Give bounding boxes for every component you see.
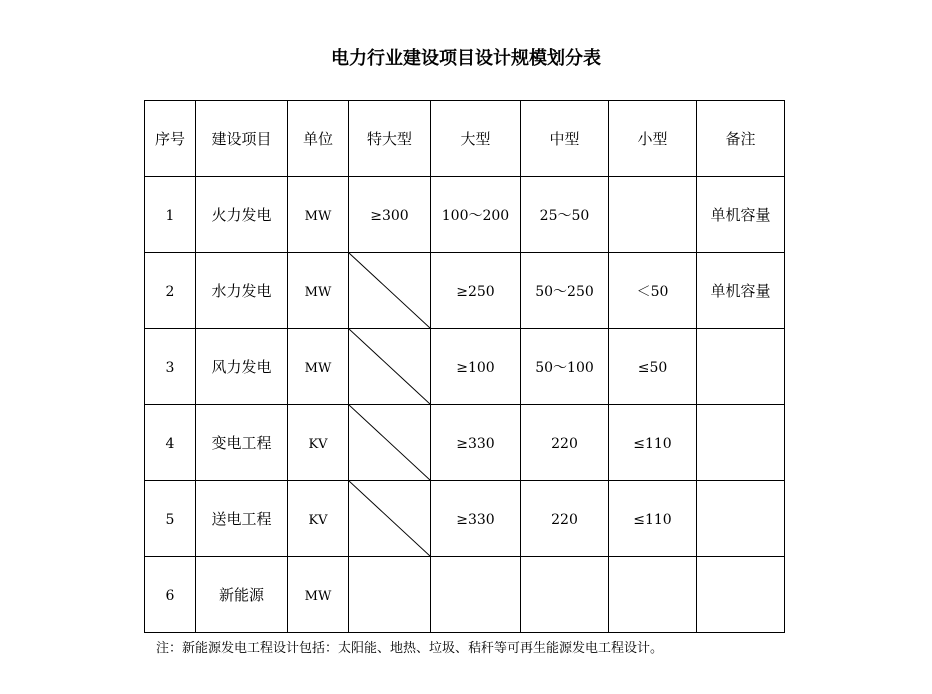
row-small: ＜50 — [609, 253, 697, 329]
row-large: 100～200 — [431, 177, 521, 253]
header-large: 大型 — [431, 101, 521, 177]
row-large: ≥330 — [431, 405, 521, 481]
diagonal-slash — [349, 481, 430, 556]
row-xlarge — [349, 329, 431, 405]
row-unit: KV — [288, 481, 349, 557]
row-note — [697, 405, 785, 481]
row-xlarge — [349, 253, 431, 329]
row-unit: MW — [288, 329, 349, 405]
row-project: 变电工程 — [196, 405, 288, 481]
table-row — [145, 405, 785, 481]
row-project: 风力发电 — [196, 329, 288, 405]
row-xlarge — [349, 481, 431, 557]
table-row — [145, 177, 785, 253]
row-note — [697, 481, 785, 557]
row-large — [431, 557, 521, 633]
row-large: ≥100 — [431, 329, 521, 405]
row-no: 3 — [145, 329, 196, 405]
page-title: 电力行业建设项目设计规模划分表 — [331, 48, 601, 69]
scale-table — [144, 100, 785, 633]
row-no: 1 — [145, 177, 196, 253]
table-row — [145, 557, 785, 633]
row-no: 5 — [145, 481, 196, 557]
header-row — [145, 101, 785, 177]
header-medium: 中型 — [521, 101, 609, 177]
header-small: 小型 — [609, 101, 697, 177]
row-medium: 220 — [521, 481, 609, 557]
row-unit: KV — [288, 405, 349, 481]
row-no: 4 — [145, 405, 196, 481]
header-unit: 单位 — [288, 101, 349, 177]
header-note: 备注 — [697, 101, 785, 177]
row-medium — [521, 557, 609, 633]
row-unit: MW — [288, 253, 349, 329]
row-no: 2 — [145, 253, 196, 329]
row-unit: MW — [288, 557, 349, 633]
diagonal-slash — [349, 405, 430, 480]
row-project: 水力发电 — [196, 253, 288, 329]
diagonal-slash — [349, 329, 430, 404]
row-medium: 50～250 — [521, 253, 609, 329]
footnote: 注：新能源发电工程设计包括：太阳能、地热、垃圾、秸秆等可再生能源发电工程设计。 — [156, 641, 664, 656]
table-row — [145, 481, 785, 557]
diagonal-line — [349, 405, 430, 480]
diagonal-slash — [349, 253, 430, 328]
row-medium: 50～100 — [521, 329, 609, 405]
header-project: 建设项目 — [196, 101, 288, 177]
row-small — [609, 557, 697, 633]
row-small: ≤110 — [609, 481, 697, 557]
row-unit: MW — [288, 177, 349, 253]
table-row — [145, 329, 785, 405]
row-project: 送电工程 — [196, 481, 288, 557]
row-note: 单机容量 — [697, 177, 785, 253]
row-note — [697, 329, 785, 405]
row-no: 6 — [145, 557, 196, 633]
row-large: ≥250 — [431, 253, 521, 329]
row-note: 单机容量 — [697, 253, 785, 329]
diagonal-line — [349, 329, 430, 404]
row-xlarge — [349, 557, 431, 633]
row-small: ≤110 — [609, 405, 697, 481]
diagonal-line — [349, 253, 430, 328]
header-no: 序号 — [145, 101, 196, 177]
table-row — [145, 253, 785, 329]
row-medium: 220 — [521, 405, 609, 481]
row-project: 火力发电 — [196, 177, 288, 253]
row-xlarge — [349, 405, 431, 481]
row-small — [609, 177, 697, 253]
header-xlarge: 特大型 — [349, 101, 431, 177]
row-small: ≤50 — [609, 329, 697, 405]
row-project: 新能源 — [196, 557, 288, 633]
row-xlarge: ≥300 — [349, 177, 431, 253]
row-large: ≥330 — [431, 481, 521, 557]
row-medium: 25～50 — [521, 177, 609, 253]
diagonal-line — [349, 481, 430, 556]
row-note — [697, 557, 785, 633]
